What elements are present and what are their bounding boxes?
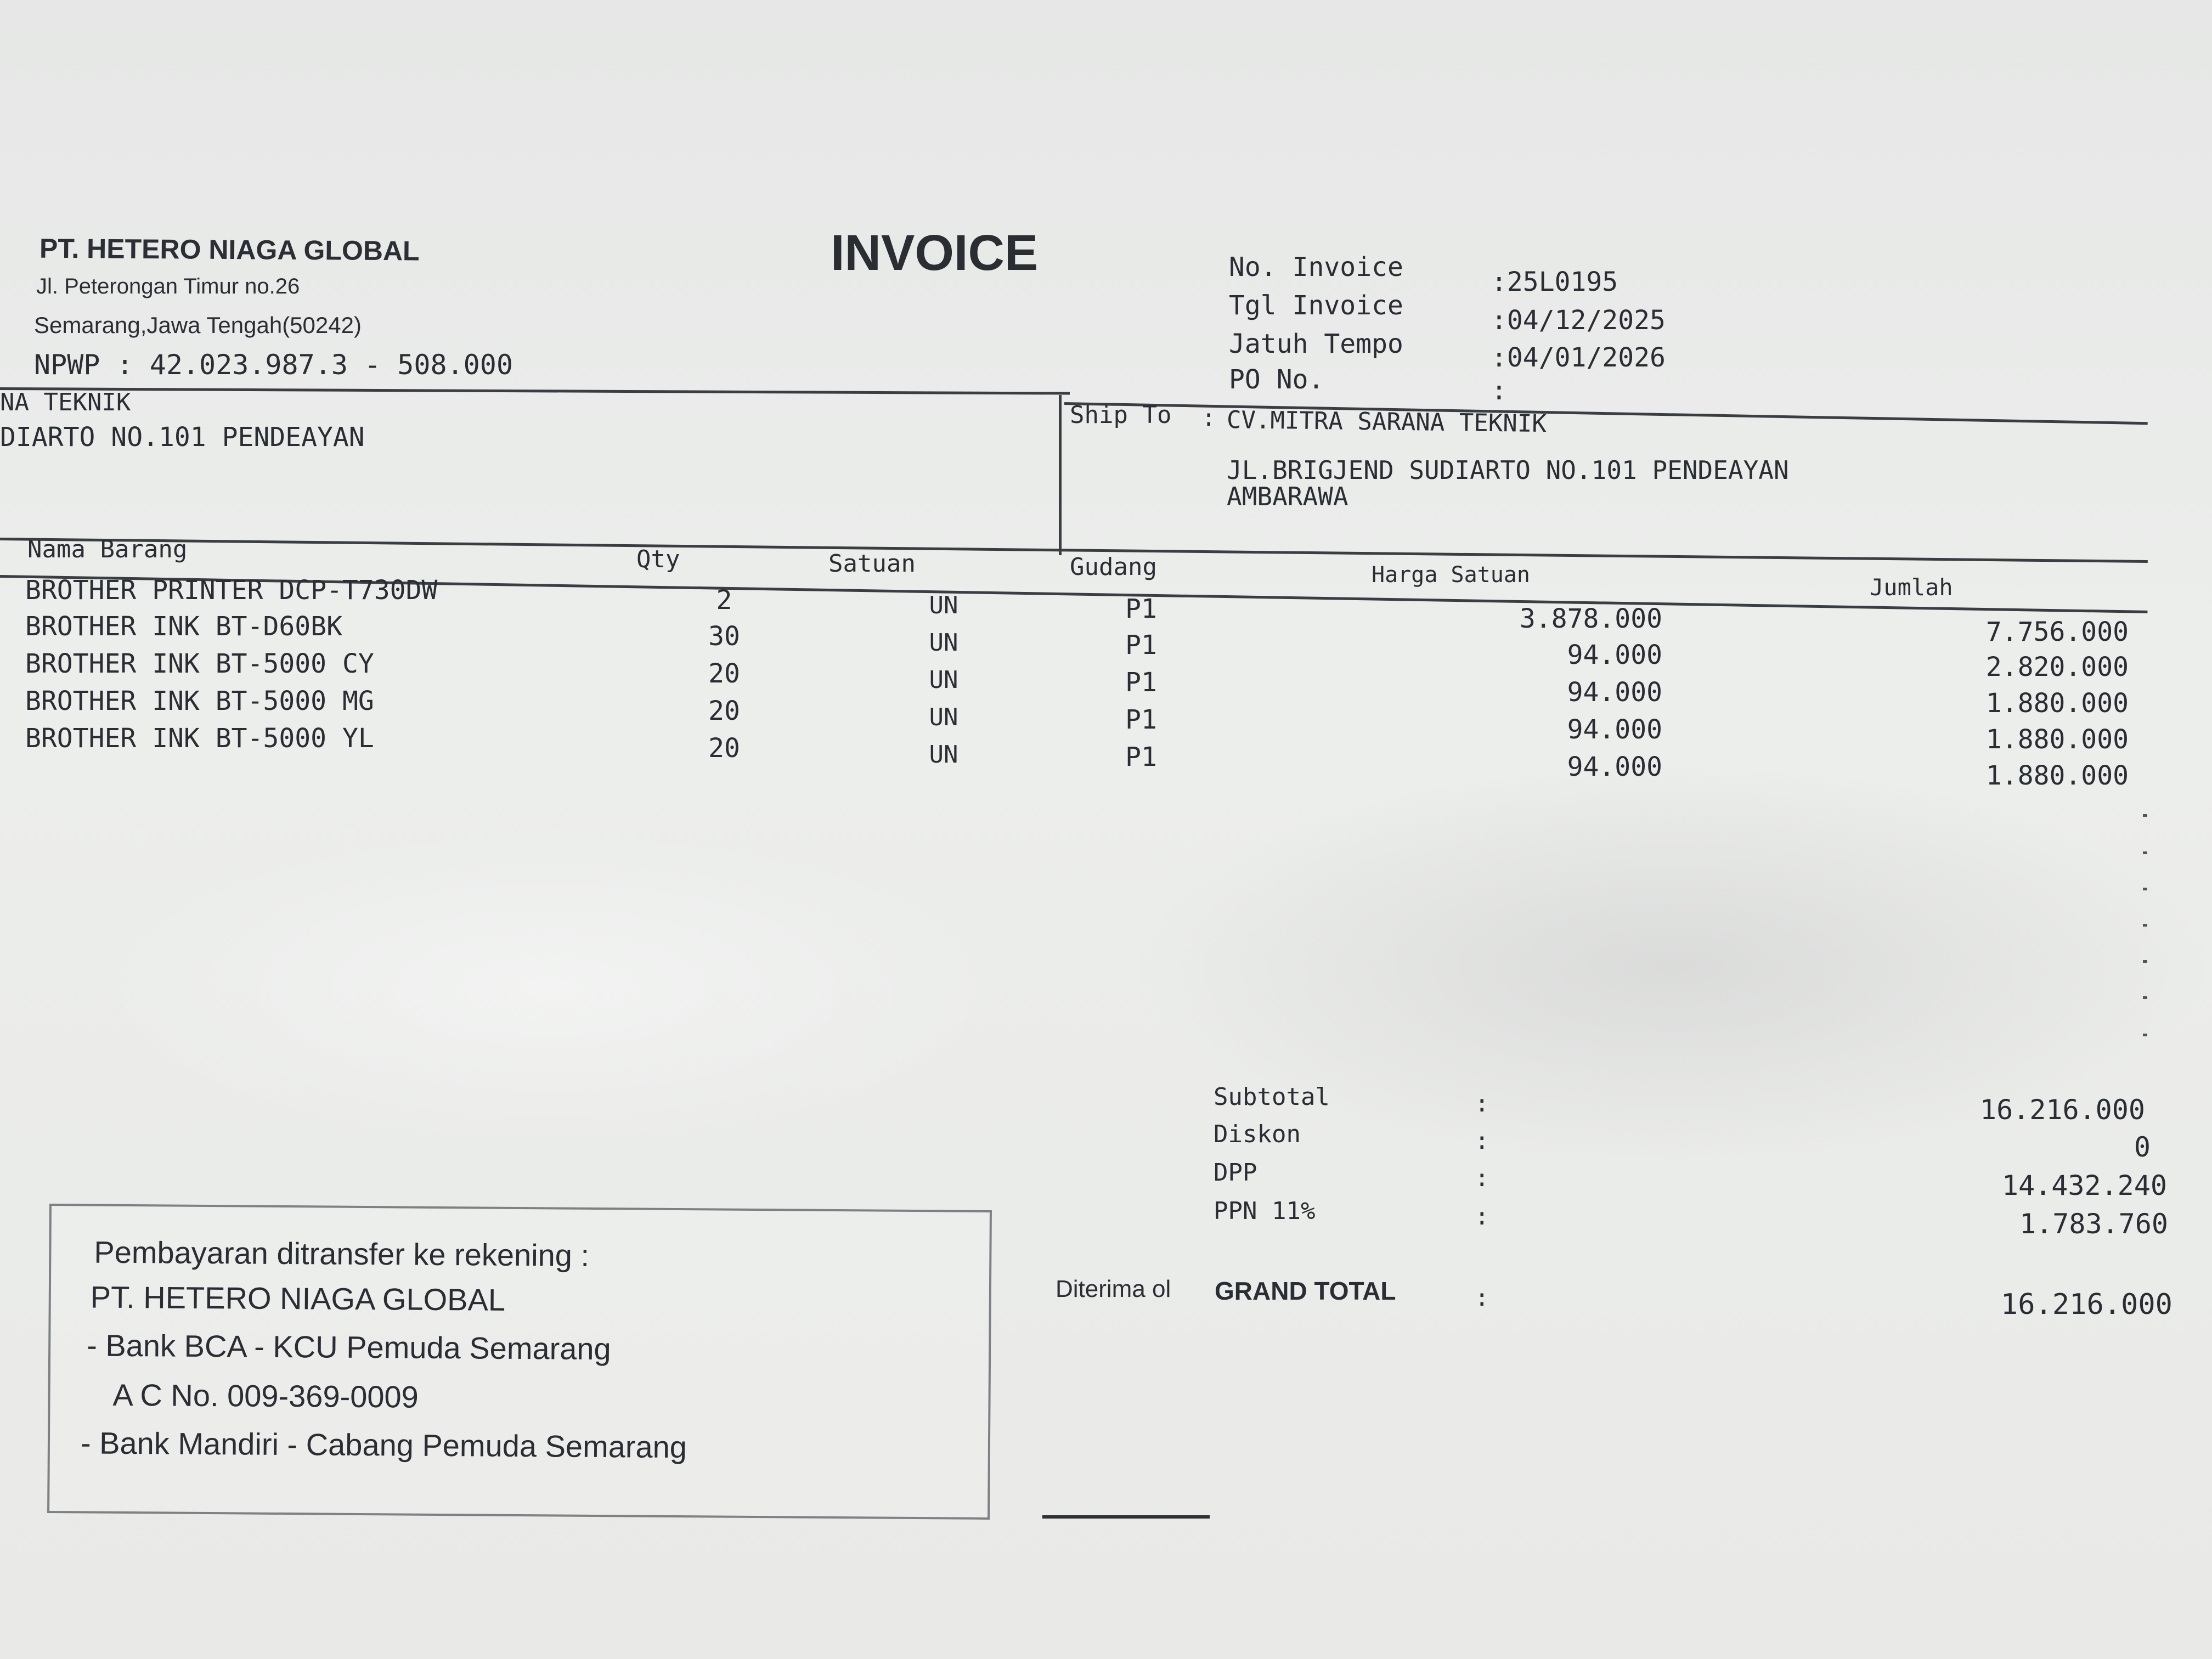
empty-row-mark — [2143, 851, 2147, 854]
empty-row-mark — [2143, 888, 2147, 890]
row-amount: 1.880.000 — [1985, 688, 2129, 719]
col-header-amount: Jumlah — [1870, 574, 1953, 601]
row-price: 94.000 — [1567, 677, 1662, 708]
col-header-warehouse: Gudang — [1070, 553, 1157, 581]
row-warehouse: P1 — [1125, 742, 1157, 772]
subtotal-value: 16.216.000 — [1979, 1094, 2145, 1126]
col-header-price: Harga Satuan — [1372, 562, 1530, 588]
row-item-name: BROTHER INK BT-5000 YL — [25, 723, 374, 754]
row-warehouse: P1 — [1125, 667, 1157, 698]
row-qty: 20 — [708, 733, 740, 764]
meta-label-due-date: Jatuh Tempo — [1229, 329, 1403, 359]
header-divider-left — [0, 387, 1070, 395]
payment-heading: Pembayaran ditransfer ke rekening : — [94, 1234, 590, 1273]
row-qty: 20 — [708, 658, 740, 689]
row-qty: 2 — [716, 585, 732, 616]
row-unit: UN — [929, 741, 958, 769]
meta-value-invoice-date: :04/12/2025 — [1491, 305, 1666, 336]
row-amount: 1.880.000 — [1985, 760, 2129, 791]
ppn-colon: : — [1475, 1203, 1489, 1231]
bill-to-name: NA TEKNIK — [0, 388, 131, 416]
row-price: 94.000 — [1567, 640, 1662, 670]
subtotal-colon: : — [1475, 1090, 1489, 1118]
dpp-label: DPP — [1214, 1159, 1257, 1187]
meta-value-due-date: :04/01/2026 — [1491, 342, 1666, 373]
row-unit: UN — [929, 703, 958, 731]
diskon-value: 0 — [2134, 1131, 2151, 1163]
diskon-label: Diskon — [1214, 1120, 1301, 1148]
grand-total-colon: : — [1475, 1284, 1489, 1312]
meta-label-po-no: PO No. — [1229, 364, 1324, 395]
row-unit: UN — [929, 591, 958, 619]
col-header-item: Nama Barang — [27, 535, 188, 563]
signature-line — [1042, 1515, 1210, 1519]
grand-total-label: GRAND TOTAL — [1215, 1277, 1396, 1305]
invoice-title: INVOICE — [831, 225, 1039, 281]
row-unit: UN — [929, 666, 958, 694]
row-warehouse: P1 — [1125, 630, 1157, 661]
ship-to-address1: JL.BRIGJEND SUDIARTO NO.101 PENDEAYAN — [1227, 455, 1789, 485]
payment-info-box — [47, 1204, 992, 1520]
payment-company: PT. HETERO NIAGA GLOBAL — [90, 1279, 506, 1317]
ship-to-label: Ship To — [1070, 401, 1172, 429]
row-item-name: BROTHER INK BT-D60BK — [25, 611, 342, 642]
meta-value-invoice-no: :25L0195 — [1491, 267, 1618, 297]
empty-row-mark — [2143, 924, 2147, 927]
empty-row-mark — [2143, 960, 2147, 963]
meta-label-invoice-no: No. Invoice — [1229, 252, 1403, 283]
row-amount: 2.820.000 — [1985, 652, 2129, 682]
dpp-value: 14.432.240 — [2001, 1170, 2167, 1201]
payment-account-number: A C No. 009-369-0009 — [112, 1377, 419, 1414]
dpp-colon: : — [1475, 1164, 1489, 1192]
company-address-line1: Jl. Peterongan Timur no.26 — [36, 274, 300, 298]
diskon-colon: : — [1475, 1127, 1489, 1155]
company-npwp: NPWP : 42.023.987.3 - 508.000 — [34, 349, 513, 381]
col-header-unit: Satuan — [828, 550, 916, 578]
empty-row-mark — [2143, 814, 2147, 817]
grand-total-prefix: Diterima ol — [1056, 1276, 1171, 1302]
empty-row-mark — [2143, 996, 2147, 999]
ship-to-address2: AMBARAWA — [1227, 482, 1348, 511]
empty-row-mark — [2143, 1034, 2147, 1036]
row-qty: 20 — [708, 696, 740, 726]
grand-total-value: 16.216.000 — [2000, 1288, 2172, 1321]
row-price: 3.878.000 — [1519, 603, 1662, 634]
row-warehouse: P1 — [1125, 594, 1157, 624]
row-price: 94.000 — [1567, 752, 1662, 782]
row-qty: 30 — [708, 621, 740, 652]
row-price: 94.000 — [1567, 714, 1662, 745]
meta-value-po-no: : — [1491, 375, 1507, 406]
ship-to-colon: : — [1201, 404, 1216, 432]
col-header-qty: Qty — [636, 545, 680, 573]
subtotal-label: Subtotal — [1214, 1083, 1330, 1111]
bill-to-address: DIARTO NO.101 PENDEAYAN — [0, 422, 365, 453]
row-item-name: BROTHER INK BT-5000 CY — [25, 648, 374, 679]
payment-bank-mandiri: - Bank Mandiri - Cabang Pemuda Semarang — [80, 1425, 687, 1465]
row-item-name: BROTHER INK BT-5000 MG — [25, 686, 374, 716]
meta-label-invoice-date: Tgl Invoice — [1229, 290, 1403, 321]
row-amount: 7.756.000 — [1985, 617, 2129, 647]
company-name: PT. HETERO NIAGA GLOBAL — [39, 233, 420, 267]
row-amount: 1.880.000 — [1985, 724, 2129, 755]
address-column-divider — [1059, 395, 1062, 555]
row-warehouse: P1 — [1125, 704, 1157, 735]
row-item-name: BROTHER PRINTER DCP-T730DW — [25, 575, 438, 606]
company-address-line2: Semarang,Jawa Tengah(50242) — [34, 312, 362, 338]
ship-to-name: CV.MITRA SARANA TEKNIK — [1226, 406, 1547, 438]
payment-bank-bca: - Bank BCA - KCU Pemuda Semarang — [86, 1328, 611, 1367]
ppn-label: PPN 11% — [1214, 1197, 1316, 1225]
ppn-value: 1.783.760 — [2019, 1208, 2168, 1240]
row-unit: UN — [929, 629, 958, 657]
